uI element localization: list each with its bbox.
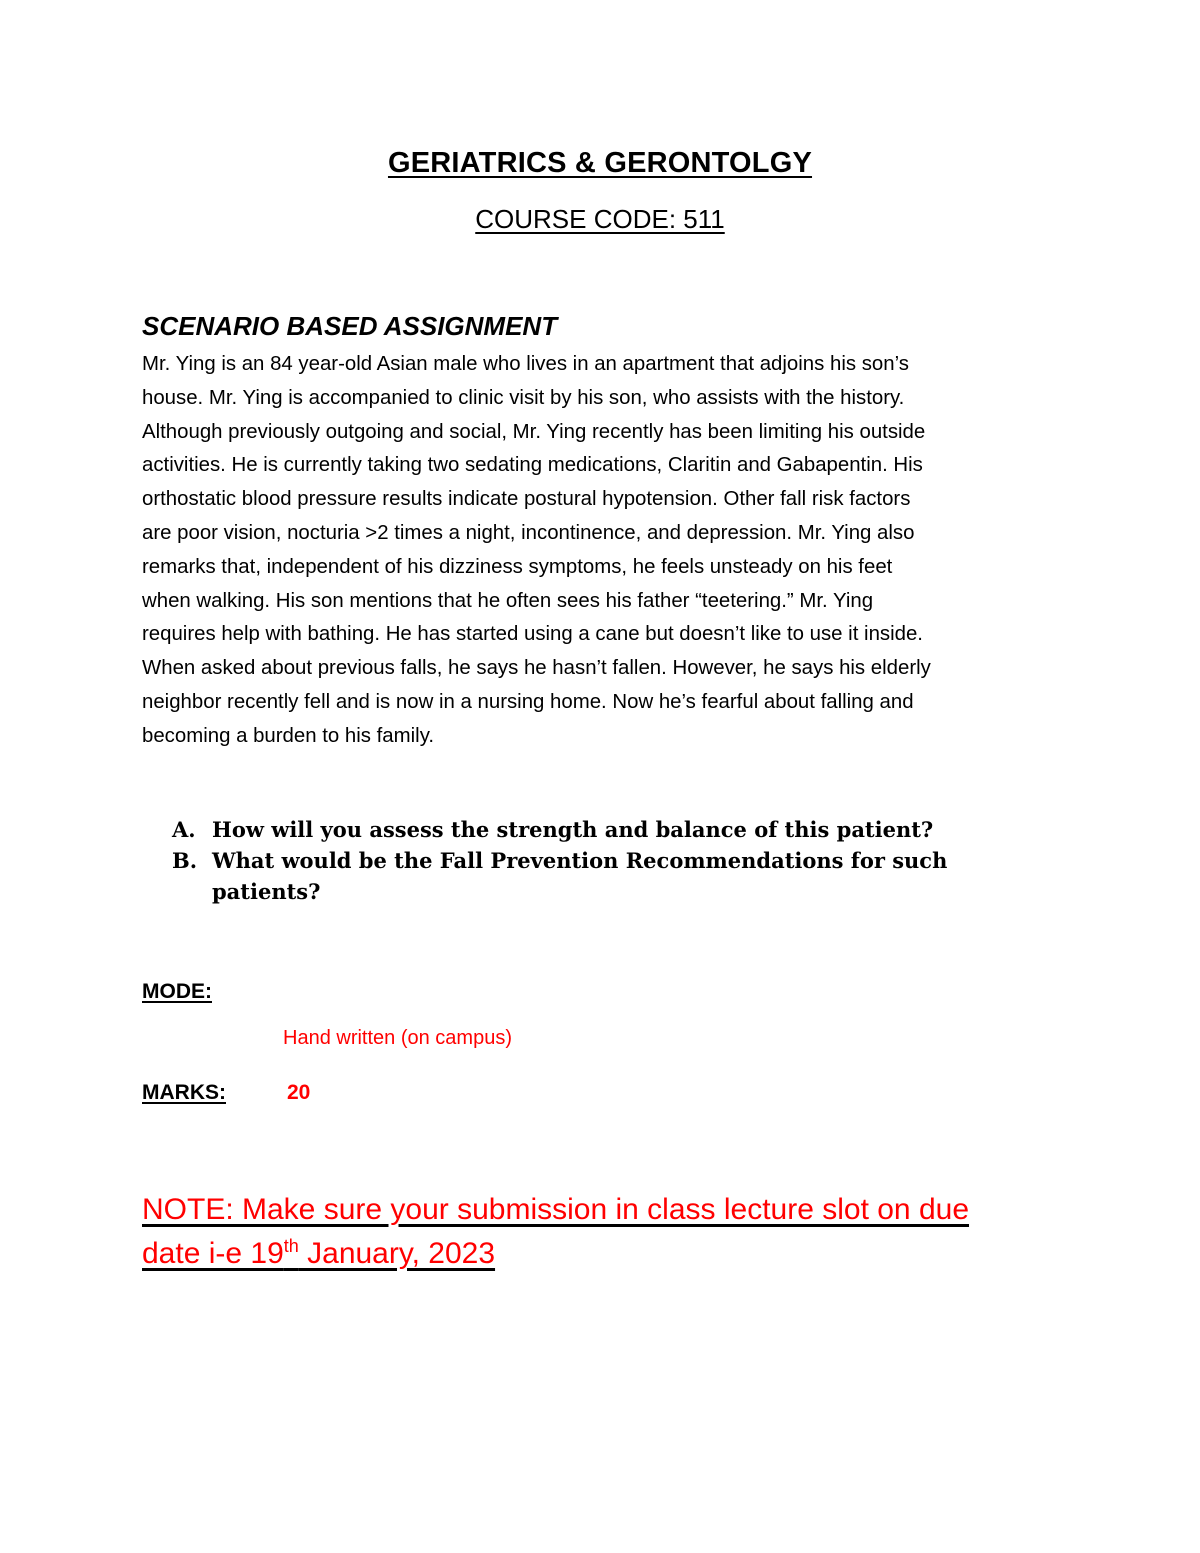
question-letter: A. bbox=[172, 817, 196, 842]
mode-label: MODE: bbox=[142, 980, 212, 1003]
marks-value: 20 bbox=[287, 1081, 311, 1104]
scenario-line: orthostatic blood pressure results indicate postural hypotension. Other fall risk factors bbox=[142, 488, 911, 511]
note-line-1: NOTE: Make sure your submission in class lecture slot on due bbox=[142, 1193, 970, 1226]
course-code: COURSE CODE: 511 bbox=[475, 204, 725, 234]
submission-note bbox=[142, 1188, 1082, 1276]
document-title: GERIATRICS & GERONTOLGY bbox=[387, 147, 813, 179]
question-list bbox=[172, 814, 1052, 907]
marks-label: MARKS: bbox=[142, 1081, 226, 1104]
scenario-line: when walking. His son mentions that he often sees his father “teetering.” Mr. Ying bbox=[142, 589, 874, 612]
scenario-line: house. Mr. Ying is accompanied to clinic visit by his son, who assists with the history. bbox=[142, 386, 905, 409]
note-date-suffix: January, 2023 bbox=[298, 1237, 496, 1270]
scenario-line: activities. He is currently taking two sedating medications, Claritin and Gabapentin. His bbox=[142, 454, 923, 477]
scenario-line: becoming a burden to his family. bbox=[142, 724, 435, 747]
scenario-paragraph bbox=[142, 348, 1052, 754]
scenario-line: requires help with bathing. He has started using a cane but doesn’t like to use it inside. bbox=[142, 623, 923, 646]
question-item-a bbox=[172, 814, 1052, 845]
note-date-prefix: date i-e 19 bbox=[142, 1237, 284, 1270]
question-letter: B. bbox=[172, 848, 198, 873]
note-date-ordinal: th bbox=[283, 1236, 299, 1256]
scenario-line: Although previously outgoing and social, Mr. Ying recently has been limiting his outside bbox=[142, 420, 926, 443]
question-text: What would be the Fall Prevention Recommendations for such patients? bbox=[212, 848, 948, 904]
mode-value: Hand written (on campus) bbox=[283, 1027, 512, 1049]
scenario-line: neighbor recently fell and is now in a nursing home. Now he’s fearful about falling and bbox=[142, 690, 914, 713]
section-heading: SCENARIO BASED ASSIGNMENT bbox=[142, 311, 558, 341]
scenario-line: Mr. Ying is an 84 year-old Asian male who lives in an apartment that adjoins his son’s bbox=[142, 353, 909, 375]
scenario-line: remarks that, independent of his dizziness symptoms, he feels unsteady on his feet bbox=[142, 555, 893, 578]
note-line-2 bbox=[142, 1232, 1082, 1276]
question-item-b bbox=[172, 845, 1052, 907]
question-text: How will you assess the strength and balance of this patient? bbox=[212, 817, 934, 842]
scenario-line: are poor vision, nocturia >2 times a night, incontinence, and depression. Mr. Ying also bbox=[142, 521, 915, 544]
scenario-line: When asked about previous falls, he says he hasn’t fallen. However, he says his elderly bbox=[142, 657, 931, 680]
